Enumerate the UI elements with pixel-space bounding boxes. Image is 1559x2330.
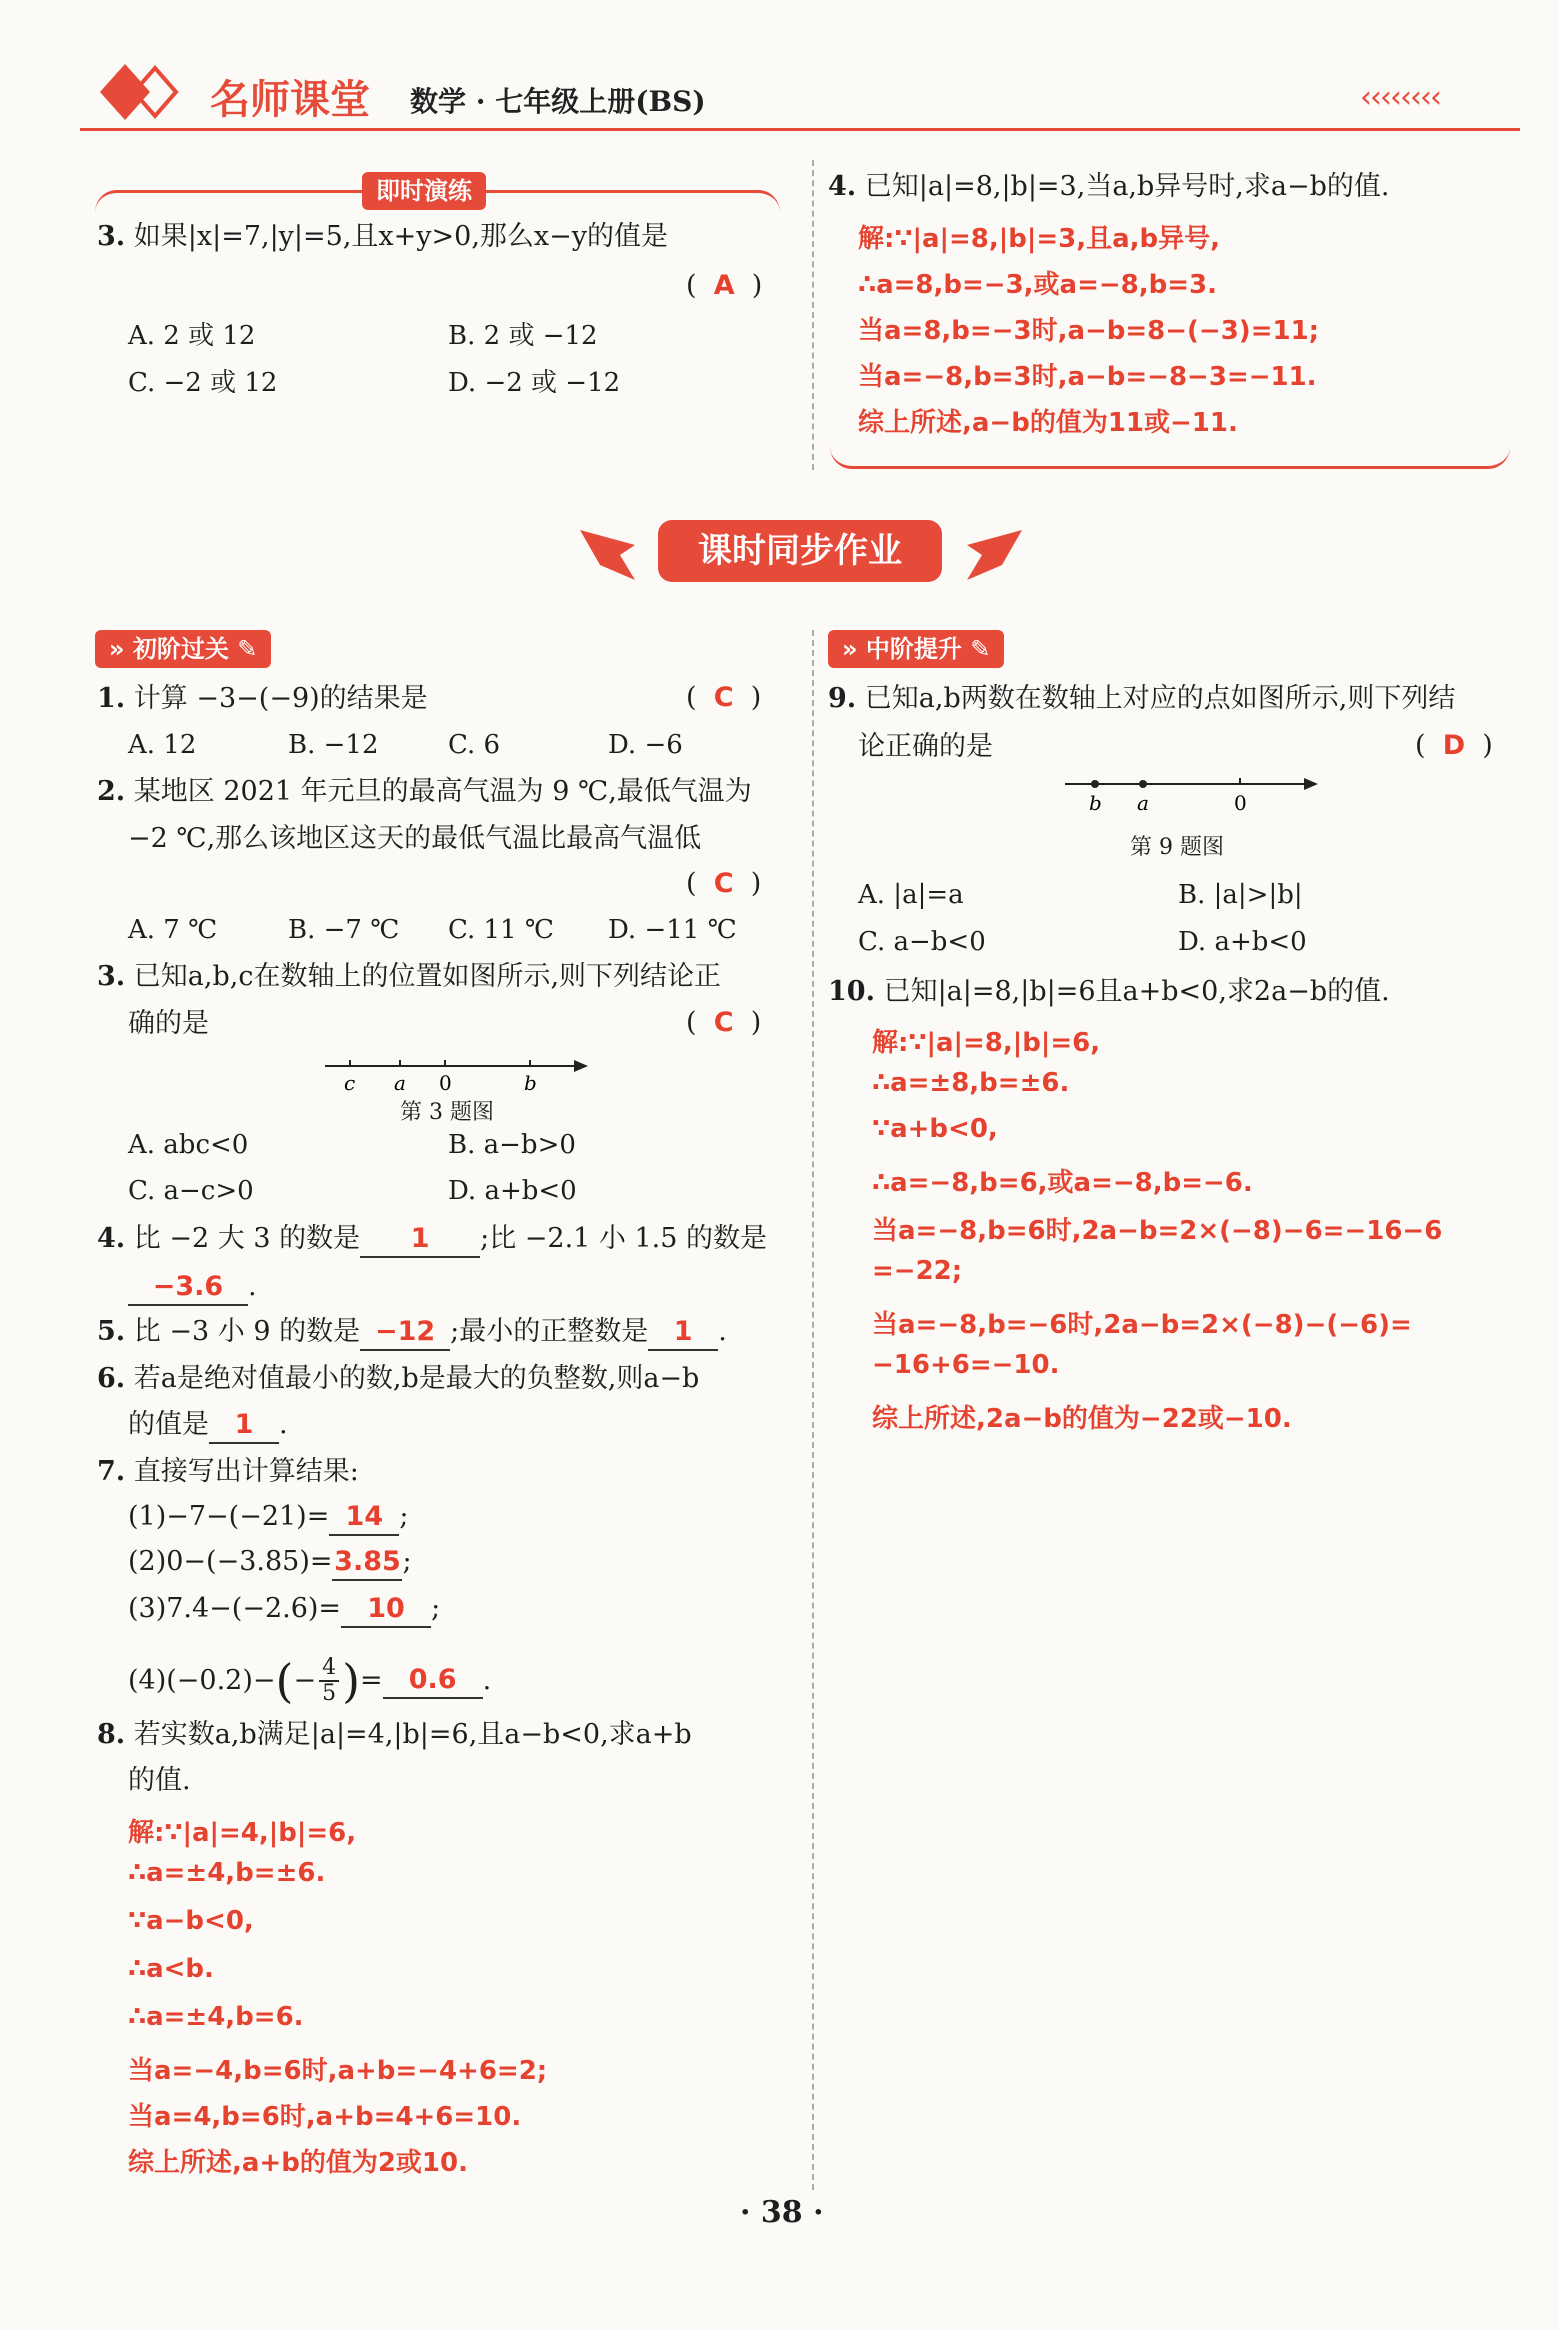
question-text: 某地区 2021 年元旦的最高气温为 9 ℃,最低气温为 xyxy=(133,776,752,807)
question-end: . xyxy=(248,1271,257,1302)
axis-label-zero: 0 xyxy=(439,1071,452,1095)
solution-line: 解:∵|a|=8,|b|=3,且a,b异号, xyxy=(858,224,1221,254)
expression: (4)(−0.2)− xyxy=(128,1665,276,1696)
page-number: · 38 · xyxy=(740,2195,824,2230)
answer-blank: 1 xyxy=(648,1315,718,1351)
answer-letter: D xyxy=(1442,730,1466,761)
question-number: 4. xyxy=(97,1223,126,1254)
option-a: A. 12 xyxy=(128,730,197,760)
basic-q5 xyxy=(97,1315,727,1351)
question-text: 的值是 xyxy=(128,1409,209,1440)
option-b: B. −7 ℃ xyxy=(288,915,400,945)
solution-line: −16+6=−10. xyxy=(872,1350,1060,1380)
practice-frame-bottom xyxy=(830,440,1510,469)
chevron-decoration-icon: ‹‹‹‹‹‹‹‹ xyxy=(1360,80,1440,115)
question-number: 4. xyxy=(828,171,857,202)
question-text: 若实数a,b满足|a|=4,|b|=6,且a−b<0,求a+b xyxy=(133,1719,692,1750)
axis-label-c: c xyxy=(344,1071,356,1095)
question-text: 若a是绝对值最小的数,b是最大的负整数,则a−b xyxy=(133,1363,700,1394)
solution-line: ∵a−b<0, xyxy=(128,1906,254,1936)
middle-q9-answer: ( D ) xyxy=(1415,730,1493,761)
fraction-denominator: 5 xyxy=(322,1681,337,1706)
question-text: 已知|a|=8,|b|=3,当a,b异号时,求a−b的值. xyxy=(864,171,1390,202)
question-number: 8. xyxy=(97,1719,126,1750)
expression: (3)7.4−(−2.6)= xyxy=(128,1593,342,1624)
option-c: C. a−b<0 xyxy=(858,927,986,957)
question-text: 已知a,b两数在数轴上对应的点如图所示,则下列结 xyxy=(864,683,1456,714)
solution-line: 当a=4,b=6时,a+b=4+6=10. xyxy=(128,2102,522,2132)
question-number: 6. xyxy=(97,1363,126,1394)
answer-blank: 1 xyxy=(209,1408,279,1444)
question-text: 比 −2 大 3 的数是 xyxy=(133,1223,361,1254)
solution-line: 解:∵|a|=8,|b|=6, xyxy=(872,1028,1101,1058)
option-b: B. a−b>0 xyxy=(448,1130,576,1160)
solution-line: 综上所述,a−b的值为11或−11. xyxy=(858,408,1238,438)
option-c: C. a−c>0 xyxy=(128,1176,254,1206)
column-divider xyxy=(812,630,814,2190)
homework-banner: 课时同步作业 xyxy=(658,520,942,582)
middle-title-text: 中阶提升 xyxy=(865,635,962,663)
answer-blank: −12 xyxy=(360,1315,450,1351)
question-number: 3. xyxy=(97,221,126,252)
option-d: D. −6 xyxy=(608,730,683,760)
question-text: ;比 −2.1 小 1.5 的数是 xyxy=(480,1223,768,1254)
option-d: D. −11 ℃ xyxy=(608,915,737,945)
option-d: D. a+b<0 xyxy=(448,1176,577,1206)
question-number: 7. xyxy=(97,1456,126,1487)
solution-line: ∴a=8,b=−3,或a=−8,b=3. xyxy=(858,270,1217,300)
basic-q2-line2: −2 ℃,那么该地区这天的最低气温比最高气温低 xyxy=(128,823,702,854)
top-q3-answer: ( A ) xyxy=(686,270,763,301)
solution-line: ∴a=±4,b=±6. xyxy=(128,1858,326,1888)
option-c: C. −2 或 12 xyxy=(128,368,278,398)
answer-letter: C xyxy=(713,1007,734,1038)
option-a: A. 7 ℃ xyxy=(128,915,218,945)
minus-sign: − xyxy=(293,1665,317,1696)
option-b: B. |a|>|b| xyxy=(1178,880,1303,910)
basic-title: » 初阶过关 ✎ xyxy=(95,630,271,668)
basic-q8 xyxy=(97,1718,692,1752)
axis-label-a: a xyxy=(394,1071,406,1095)
q7-item-1 xyxy=(128,1500,408,1536)
solution-line: ∴a=±4,b=6. xyxy=(128,2002,304,2032)
middle-q9-line2: 论正确的是 xyxy=(858,731,993,762)
item-end: ; xyxy=(399,1501,409,1532)
question-text: 直接写出计算结果: xyxy=(133,1456,359,1487)
equals: = xyxy=(360,1665,383,1696)
practice-title: 即时演练 xyxy=(362,172,486,210)
q7-item-4 xyxy=(128,1656,491,1706)
solution-line: 综上所述,2a−b的值为−22或−10. xyxy=(872,1404,1292,1434)
question-end: . xyxy=(718,1316,727,1347)
option-c: C. 11 ℃ xyxy=(448,915,554,945)
solution-line: =−22; xyxy=(872,1256,963,1286)
basic-q3-answer: ( C ) xyxy=(686,1007,762,1038)
option-b: B. 2 或 −12 xyxy=(448,321,598,351)
basic-q3 xyxy=(97,960,721,994)
solution-line: 综上所述,a+b的值为2或10. xyxy=(128,2148,468,2178)
solution-line: ∴a=−8,b=6,或a=−8,b=−6. xyxy=(872,1168,1253,1198)
question-number: 2. xyxy=(97,776,126,807)
answer-blank: 14 xyxy=(329,1500,399,1536)
figure-caption: 第 3 题图 xyxy=(400,1100,494,1125)
question-number: 1. xyxy=(97,683,126,714)
option-b: B. −12 xyxy=(288,730,379,760)
answer-blank: 10 xyxy=(341,1592,431,1628)
q7-item-2 xyxy=(128,1545,412,1581)
basic-q8-line2: 的值. xyxy=(128,1765,191,1796)
right-arrow-decoration-icon xyxy=(962,525,1022,585)
option-a: A. abc<0 xyxy=(128,1130,249,1160)
axis-label-b: b xyxy=(1089,791,1102,815)
page-header xyxy=(60,40,1520,140)
basic-q4-line2 xyxy=(128,1270,257,1306)
paren-close: ) xyxy=(342,1654,361,1708)
answer-blank: −3.6 xyxy=(128,1270,248,1306)
basic-q2-answer: ( C ) xyxy=(686,868,762,899)
solution-line: 当a=8,b=−3时,a−b=8−(−3)=11; xyxy=(858,316,1320,346)
left-arrow-decoration-icon xyxy=(580,525,640,585)
answer-letter: A xyxy=(713,270,735,301)
solution-line: 当a=−4,b=6时,a+b=−4+6=2; xyxy=(128,2056,548,2086)
item-end: . xyxy=(482,1665,492,1696)
option-a: A. 2 或 12 xyxy=(128,321,256,351)
middle-title: » 中阶提升 ✎ xyxy=(828,630,1004,668)
answer-blank: 0.6 xyxy=(383,1663,483,1699)
basic-q4 xyxy=(97,1222,767,1258)
header-subtitle: 数学 · 七年级上册(BS) xyxy=(410,85,706,118)
question-text: 已知a,b,c在数轴上的位置如图所示,则下列结论正 xyxy=(133,961,722,992)
solution-line: ∴a<b. xyxy=(128,1954,214,1984)
solution-line: ∴a=±8,b=±6. xyxy=(872,1068,1070,1098)
basic-q3-line2: 确的是 xyxy=(128,1008,209,1039)
number-line-q9 xyxy=(1060,770,1320,820)
basic-q1-answer: ( C ) xyxy=(686,682,762,713)
item-end: ; xyxy=(402,1546,412,1577)
diamond-logo-icon xyxy=(100,62,200,122)
question-text: 比 −3 小 9 的数是 xyxy=(133,1316,361,1347)
figure-caption: 第 9 题图 xyxy=(1130,835,1224,860)
axis-label-a: a xyxy=(1137,791,1149,815)
header-rule xyxy=(80,128,1520,131)
fraction xyxy=(319,1656,339,1706)
solution-line: 解:∵|a|=4,|b|=6, xyxy=(128,1818,357,1848)
option-d: D. a+b<0 xyxy=(1178,927,1307,957)
basic-q7 xyxy=(97,1455,359,1489)
top-q4 xyxy=(828,170,1389,204)
basic-q6-line2 xyxy=(128,1408,288,1444)
q7-item-3 xyxy=(128,1592,440,1628)
question-number: 10. xyxy=(828,976,875,1007)
question-text: ;最小的正整数是 xyxy=(450,1316,649,1347)
option-d: D. −2 或 −12 xyxy=(448,368,621,398)
item-end: ; xyxy=(431,1593,441,1624)
answer-blank: 3.85 xyxy=(332,1545,402,1581)
paren-open: ( xyxy=(275,1654,294,1708)
option-c: C. 6 xyxy=(448,730,501,760)
question-number: 3. xyxy=(97,961,126,992)
solution-line: ∵a+b<0, xyxy=(872,1114,998,1144)
number-line-q3 xyxy=(320,1050,590,1100)
basic-title-text: 初阶过关 xyxy=(132,635,229,663)
question-end: . xyxy=(279,1409,288,1440)
solution-line: 当a=−8,b=6时,2a−b=2×(−8)−6=−16−6 xyxy=(872,1216,1443,1246)
basic-q2 xyxy=(97,775,752,809)
answer-letter: C xyxy=(713,682,734,713)
top-q3 xyxy=(97,220,668,254)
question-text: 如果|x|=7,|y|=5,且x+y>0,那么x−y的值是 xyxy=(133,221,669,252)
solution-line: 当a=−8,b=−6时,2a−b=2×(−8)−(−6)= xyxy=(872,1310,1412,1340)
answer-letter: C xyxy=(713,868,734,899)
basic-q1 xyxy=(97,682,428,716)
brand-title: 名师课堂 xyxy=(210,77,370,123)
question-number: 9. xyxy=(828,683,857,714)
question-text: 计算 −3−(−9)的结果是 xyxy=(133,683,428,714)
solution-line: 当a=−8,b=3时,a−b=−8−3=−11. xyxy=(858,362,1317,392)
expression: (2)0−(−3.85)= xyxy=(128,1546,333,1577)
expression: (1)−7−(−21)= xyxy=(128,1501,330,1532)
axis-label-b: b xyxy=(524,1071,537,1095)
fraction-numerator: 4 xyxy=(319,1656,339,1682)
question-number: 5. xyxy=(97,1316,126,1347)
answer-blank: 1 xyxy=(360,1222,480,1258)
option-a: A. |a|=a xyxy=(858,880,964,910)
middle-q10 xyxy=(828,975,1390,1009)
axis-label-zero: 0 xyxy=(1234,791,1247,815)
column-divider xyxy=(812,160,814,470)
middle-q9 xyxy=(828,682,1455,716)
basic-q6 xyxy=(97,1362,699,1396)
question-text: 已知|a|=8,|b|=6且a+b<0,求2a−b的值. xyxy=(883,976,1390,1007)
